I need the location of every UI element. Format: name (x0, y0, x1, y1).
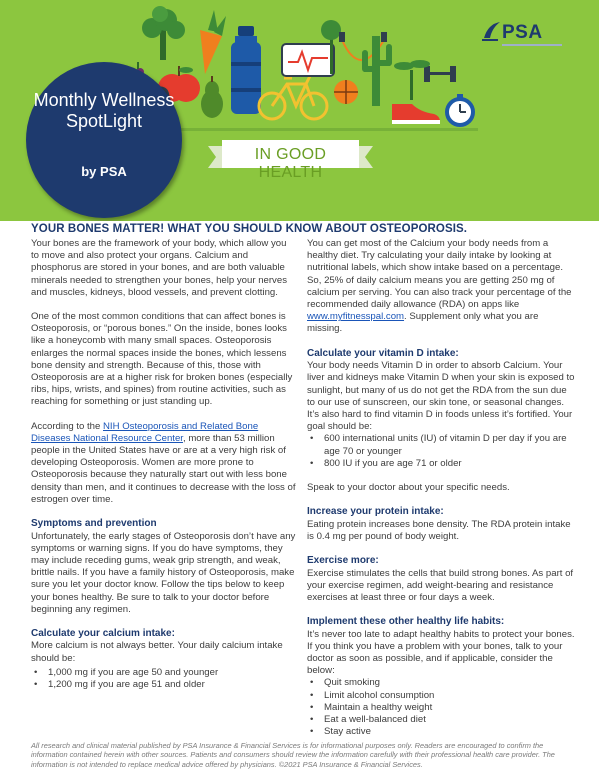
nih-paragraph (31, 421, 296, 506)
ribbon-text: IN GOOD HEALTH (254, 146, 327, 181)
list-item: • Eat a well-balanced diet (307, 714, 575, 726)
list-item: • Maintain a healthy weight (307, 702, 575, 714)
habits-list (307, 677, 575, 738)
exercise-heading: Exercise more: (307, 555, 379, 567)
list-item: • 1,000 mg if you are age 50 and younger (31, 667, 296, 679)
symptoms-heading: Symptoms and prevention (31, 518, 157, 530)
article-headline: YOUR BONES MATTER! WHAT YOU SHOULD KNOW ABOUT OSTEOPOROSIS. (31, 223, 468, 235)
sneaker-icon (392, 104, 440, 124)
header-banner (0, 0, 599, 221)
diet-text-after: . Supplement only what you are missing. (307, 311, 539, 335)
nih-text-before: According to the (31, 420, 103, 432)
left-column (31, 238, 296, 701)
exercise-paragraph: Exercise stimulates the cells that build strong bones. As part of your exercise regimen, add weight-bearing and resistance exercises at least three or four days a week. (307, 567, 574, 603)
calcium-list (31, 667, 296, 691)
pear-icon (201, 76, 223, 118)
bicycle-icon (259, 76, 327, 119)
psa-logo-mark-icon (482, 20, 502, 42)
doctor-note: Speak to your doctor about your specific needs. (307, 481, 510, 493)
protein-paragraph: Eating protein increases bone density. The RDA protein intake is 0.4 mg per pound of body weight. (307, 518, 571, 542)
list-item: • Stay active (307, 726, 575, 738)
intro-paragraph: Your bones are the framework of your body, which allow you to move and also protect your organs. Calcium and phosphorus are stored in your bones, and are both valuable minerals needed to strengthen your bones, help your nerves and muscles, kidneys, blood vessels, and prevent clotting. (31, 238, 287, 298)
badge-byline: by PSA (81, 164, 127, 179)
vitamin-d-list (307, 433, 575, 470)
vitamin-d-heading: Calculate your vitamin D intake: (307, 347, 459, 359)
right-column (307, 238, 575, 739)
list-item: • 1,200 mg if you are age 51 and older (31, 679, 296, 691)
broccoli-icon (142, 6, 185, 60)
ribbon-banner (208, 138, 373, 181)
myfitnesspal-link[interactable]: www.myfitnesspal.com (307, 311, 405, 323)
list-item: • 600 international units (IU) of vitamin D per day if you are age 70 or younger (307, 433, 575, 457)
psa-logo (482, 20, 582, 50)
water-bottle-icon (231, 26, 261, 114)
habits-paragraph: It’s never too late to adapt healthy habits to protect your bones. If you think you have a problem with your bones, talk to your doctor as soon as possible, and if applicable, consider the below: (307, 628, 575, 677)
tree-icon (362, 36, 392, 106)
vitamin-d-paragraph: Your body needs Vitamin D in order to absorb Calcium. Your liver and kidneys make Vitamin D when your skin is exposed to sunlight, but many of us do not get the RDA from the sun due to our use of sunscreen, our skin tone, or seasonal changes. It’s also hard to find vitamin D in foods unless it’s fortified. Your goal should be: (307, 360, 575, 433)
carrot-icon (200, 10, 226, 74)
nih-text-after: , more than 53 million people in the United States have or are at a very high risk of developing Osteoporosis. Women are more prone to Osteoporosis because they naturally start out with less bone density than men, and it continues to decrease with the loss of estrogen over time. (31, 432, 296, 505)
disclaimer-footer: All research and clinical material published by PSA Insurance & Financial Services is for informational purposes only. Readers are encouraged to confirm the information contained herein with other sources. Patients and consumers should review the information carefully with their professional health care provider. The information is not intended to replace medical advice offered by physicians. ©2021 PSA Insurance & Financial Services. (31, 741, 555, 769)
diet-text-before: You can get most of the Calcium your body needs from a healthy diet. Try calculating your daily intake by looking at nutritional labels, which show intake based on a percentage. So, 25% of daily calcium means you are getting 250 mg of calcium per serving. You can also track your percentage of the recommended daily allowance (RDA) on apps like (307, 238, 572, 311)
osteoporosis-paragraph: One of the most common conditions that can affect bones is Osteoporosis, or “porous bones.” On the inside, bones looks like a honeycomb with many small spaces. Osteoporosis enlarges the normal spaces inside the bones, which lessens bone density and strength. Because of this, those with Osteoporosis are at a higher risk for broken bones (especially ribs, hips, wrists, and spines) from routine activities, such as reaching for something or just standing up. (31, 311, 293, 408)
badge-title: Monthly Wellness SpotLight (33, 90, 175, 131)
list-item: • Limit alcohol consumption (307, 690, 575, 702)
logo-tagline-bar (502, 44, 562, 46)
stopwatch-icon (447, 94, 473, 125)
list-item: • 800 IU if you are age 71 or older (307, 458, 575, 470)
title-badge (26, 62, 182, 218)
list-item: • Quit smoking (307, 677, 575, 689)
protein-heading: Increase your protein intake: (307, 506, 444, 518)
logo-text: PSA (502, 22, 543, 43)
habits-heading: Implement these other healthy life habits: (307, 616, 505, 628)
calcium-heading: Calculate your calcium intake: (31, 627, 175, 639)
nih-resource-link[interactable]: NIH Osteoporosis and Related Bone Diseases National Resource Center (31, 420, 259, 444)
dumbbell-icon (424, 66, 456, 82)
basketball-icon (334, 80, 358, 104)
calcium-diet-paragraph (307, 238, 575, 336)
calcium-paragraph: More calcium is not always better. Your daily calcium intake should be: (31, 640, 283, 664)
symptoms-paragraph: Unfortunately, the early stages of Osteoporosis don’t have any symptoms or warning signs. If you do have symptoms, they may include receding gums, weak grip strength, and weak, brittle nails. If you have a family history of Osteoporosis, make sure you let your doctor know. Follow the tips below to keep your bones healthy. Be sure to talk to your doctor before beginning any regimen. (31, 530, 296, 615)
heart-rate-monitor-icon (282, 44, 334, 76)
